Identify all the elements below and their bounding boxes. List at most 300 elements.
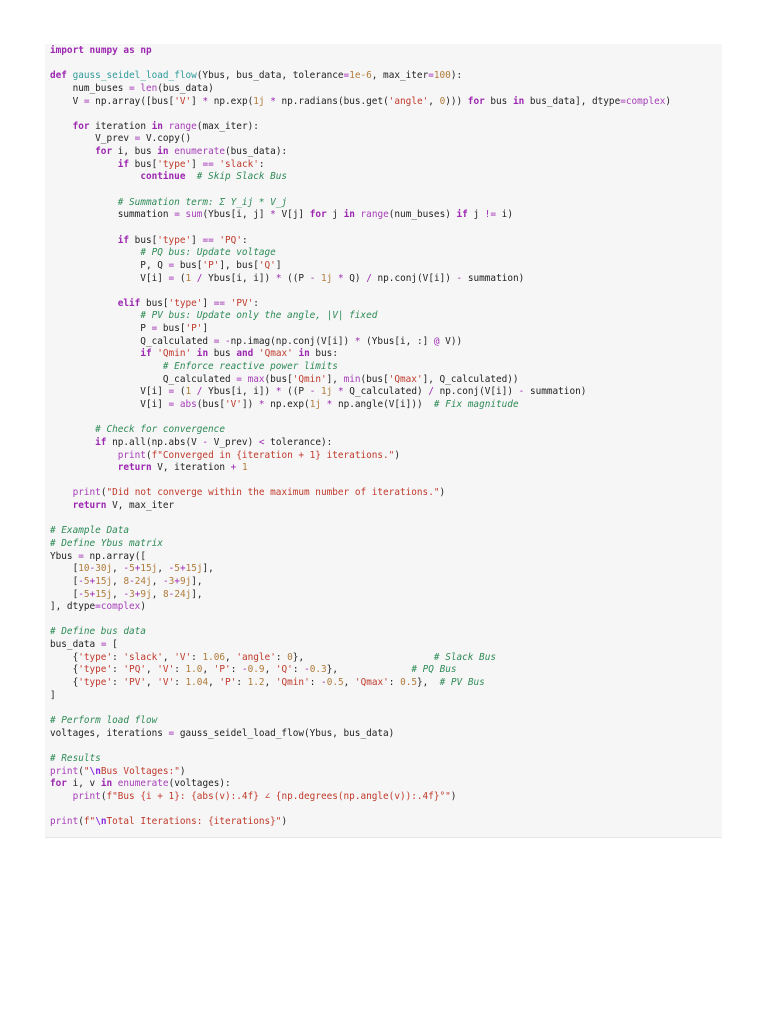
code-token: : [241, 234, 248, 246]
code-line [50, 589, 722, 602]
code-token: (Ybus, bus_data, tolerance [196, 70, 344, 82]
comment-token: # Fix magnitude [433, 398, 519, 410]
code-token: ( [174, 272, 186, 284]
code-token: , [145, 664, 158, 676]
code-token: : [236, 677, 248, 689]
code-token: : [309, 677, 322, 689]
keyword-token: for [467, 95, 485, 107]
string-token: 'Qmin' [157, 348, 192, 360]
code-token [50, 121, 73, 132]
code-token: j [467, 209, 485, 221]
code-line [50, 348, 722, 361]
code-token: , [264, 677, 276, 689]
code-token: np.array([ [83, 550, 146, 562]
code-token: P, Q [50, 259, 169, 271]
number-token: 9j [140, 588, 152, 600]
code-token: : [253, 297, 259, 309]
code-line [50, 766, 722, 779]
code-token: { [50, 664, 79, 676]
string-token: 'type' [78, 677, 113, 689]
code-token: np.imag(np.conj(V[i]) [230, 335, 355, 347]
string-token: 'Qmin' [275, 677, 310, 689]
code-token: , [264, 664, 276, 676]
operator-token: = [95, 601, 101, 613]
code-line [50, 778, 722, 791]
code-block [45, 44, 722, 838]
code-token: np.radians(bus.get( [275, 95, 389, 107]
number-token: 5 [174, 563, 180, 575]
operator-token: < [258, 436, 265, 448]
operator-token: - [321, 677, 327, 689]
code-token: ], [202, 563, 214, 575]
code-token: i, v [66, 778, 101, 790]
code-token [50, 487, 73, 498]
code-line [50, 361, 722, 374]
string-token: 'Q' [275, 664, 293, 676]
comment-token: # Summation term: Σ Y_ij * V_j [117, 196, 288, 208]
operator-token: = [168, 386, 175, 398]
code-token [50, 450, 118, 461]
operator-token: == [202, 234, 214, 246]
operator-token: = [174, 209, 180, 221]
operator-token: = [168, 398, 175, 410]
operator-token: - [168, 563, 175, 575]
string-token: 'Q' [258, 259, 276, 271]
builtin-token: enumerate [174, 146, 226, 158]
code-line [50, 791, 722, 804]
code-line [50, 197, 722, 210]
code-line [50, 576, 722, 589]
function-name-token: gauss_seidel_load_flow [72, 70, 197, 82]
operator-token: + [230, 462, 237, 474]
number-token: 15j [140, 563, 158, 575]
code-token: ] [191, 158, 203, 170]
operator-token: / [428, 386, 434, 398]
code-line [50, 740, 722, 753]
operator-token: * [275, 272, 282, 284]
operator-token: * [202, 95, 209, 107]
code-token: (bus_data) [157, 82, 214, 94]
string-token: 'P' [185, 323, 203, 335]
code-token: , [202, 664, 214, 676]
code-token: ) [394, 449, 400, 461]
builtin-token: range [360, 209, 389, 221]
string-token: 'PQ' [123, 664, 146, 676]
keyword-token: import [50, 45, 84, 56]
code-token: ], [191, 588, 203, 600]
keyword-token: in [196, 348, 209, 360]
keyword-token: for [50, 778, 67, 790]
builtin-token: complex [625, 95, 666, 107]
code-token: ], dtype [50, 601, 96, 613]
code-token: [ [50, 588, 79, 600]
operator-token: * [258, 398, 265, 410]
code-token [50, 146, 95, 157]
comment-token: # Check for convergence [95, 424, 225, 436]
code-token: bus[ [129, 234, 158, 246]
string-token: 'PV' [230, 297, 254, 309]
operator-token: * [337, 386, 344, 398]
code-token: , [208, 677, 220, 689]
operator-token: = [134, 133, 141, 145]
code-token: { [50, 651, 79, 663]
string-token: 'V' [174, 651, 192, 663]
code-line [50, 171, 722, 184]
number-token: 8 [123, 575, 130, 587]
code-token: ( [174, 386, 186, 398]
string-token: f"Bus {i + 1}: {abs(v):.4f} ∠ {np.degrees(np.angle(v)):.4f}°" [106, 790, 451, 802]
comment-token: # Slack Bus [433, 651, 496, 663]
string-token: 'type' [157, 158, 192, 170]
comment-token: # Define Ybus matrix [50, 537, 163, 549]
code-token: : [174, 664, 186, 676]
number-token: 24j [134, 575, 152, 587]
code-token [50, 171, 140, 182]
code-token: V [50, 95, 84, 107]
string-token: 'Qmax' [258, 348, 293, 360]
number-token: 100 [433, 70, 451, 82]
code-token: num_buses [50, 82, 130, 94]
builtin-token: print [72, 487, 101, 499]
operator-token: = [620, 95, 626, 107]
code-token [185, 171, 196, 182]
comment-token: # PV bus: Update only the angle, |V| fixed [140, 310, 378, 322]
code-token [50, 791, 73, 802]
code-token: ): [450, 70, 463, 82]
operator-token: = [213, 335, 220, 347]
code-line [50, 58, 722, 71]
code-token: ] [202, 297, 214, 309]
operator-token: = [151, 323, 158, 335]
code-token: V, max_iter [106, 500, 175, 512]
code-token: Q) [343, 272, 367, 284]
number-token: 5 [129, 563, 135, 575]
builtin-token: print [72, 790, 101, 802]
code-token: : [230, 664, 242, 676]
string-token: 'type' [168, 297, 203, 309]
code-token: (voltages): [168, 778, 231, 790]
code-token: V_prev [50, 133, 135, 145]
operator-token: == [213, 297, 226, 309]
operator-token: - [123, 563, 130, 575]
operator-token: - [123, 588, 130, 600]
code-line [50, 487, 722, 500]
code-line [50, 513, 722, 526]
code-token: (bus[ [196, 398, 226, 410]
code-token: , [343, 677, 355, 689]
code-token: bus [484, 95, 513, 107]
code-lines [50, 45, 722, 829]
code-token: (Ybus[i, j] [202, 209, 271, 221]
code-token: : [275, 651, 288, 663]
operator-token: + [89, 575, 96, 587]
code-line [50, 70, 722, 83]
code-token: ( [100, 487, 107, 499]
code-token: ((P [281, 386, 310, 398]
code-token: V[i] [50, 272, 169, 284]
code-line [50, 184, 722, 197]
code-line [50, 475, 722, 488]
code-line [50, 424, 722, 437]
number-token: 3 [168, 575, 175, 587]
builtin-token: print [50, 816, 79, 828]
code-token: bus: [309, 348, 338, 360]
keyword-token: if [117, 158, 130, 170]
code-token: ) [665, 95, 672, 107]
string-token: 'type' [157, 234, 192, 246]
code-line [50, 715, 722, 728]
number-token: 0.5 [326, 677, 344, 689]
code-line [50, 652, 722, 665]
string-token: Bus Voltages:" [100, 765, 180, 777]
code-token: V[i] [50, 398, 169, 410]
comment-token: # Enforce reactive power limits [162, 361, 338, 373]
code-token: , [151, 575, 163, 587]
code-line [50, 462, 722, 475]
code-line [50, 260, 722, 273]
code-token: : [112, 677, 124, 689]
number-token: 15j [95, 588, 113, 600]
operator-token: * [354, 335, 361, 347]
code-token: [ [50, 575, 79, 587]
operator-token: = [78, 550, 84, 562]
code-token [50, 159, 118, 170]
code-token [50, 235, 118, 246]
operator-token: * [270, 95, 276, 107]
code-token: ((P [281, 272, 310, 284]
operator-token: + [179, 563, 186, 575]
code-token: V, iteration [151, 462, 231, 474]
code-token: np.angle(V[i])) [332, 398, 434, 410]
number-token: 0 [287, 651, 293, 663]
code-line [50, 310, 722, 323]
code-token: ] [191, 234, 203, 246]
number-token: 1j [253, 95, 265, 107]
code-token: ( [78, 816, 84, 828]
code-token: ], Q_calculated)) [422, 373, 519, 385]
code-token: bus_data [50, 639, 101, 651]
code-token: summation) [524, 386, 587, 398]
code-line [50, 336, 722, 349]
builtin-token: len [140, 82, 158, 94]
string-token: 'PQ' [219, 234, 242, 246]
code-line [50, 96, 722, 109]
code-line [50, 702, 722, 715]
code-token: , max_iter [371, 70, 429, 82]
code-token: ( [100, 790, 107, 802]
code-token: np.conj(V[i]) [371, 272, 457, 284]
comment-token: # PV Bus [439, 677, 485, 689]
operator-token: * [326, 398, 333, 410]
comment-token: # Example Data [50, 525, 130, 537]
code-line [50, 121, 722, 134]
string-token: 'P' [202, 259, 220, 271]
number-token: 5 [83, 588, 90, 600]
code-token: V_prev) [208, 436, 259, 448]
code-line [50, 753, 722, 766]
operator-token: * [275, 386, 282, 398]
code-line [50, 450, 722, 463]
code-token [50, 348, 140, 359]
comment-token: # Perform load flow [50, 714, 158, 726]
code-token: np.conj(V[i]) [433, 386, 519, 398]
string-token: 'type' [78, 664, 113, 676]
keyword-token: if [117, 234, 130, 246]
number-token: 15j [185, 563, 203, 575]
keyword-token: for [309, 209, 327, 221]
operator-token: * [337, 272, 344, 284]
number-token: 30j [95, 563, 113, 575]
code-token: ) [140, 601, 146, 613]
code-token: (Ybus[i, :] [360, 335, 434, 347]
comment-token: # PQ Bus [411, 664, 457, 676]
builtin-token: abs [179, 398, 197, 410]
code-line [50, 563, 722, 576]
operator-token: = [168, 272, 175, 284]
code-token: }, [292, 651, 434, 663]
number-token: 9j [179, 575, 192, 587]
operator-token: - [168, 588, 175, 600]
keyword-token: def [50, 70, 67, 82]
builtin-token: min [343, 373, 361, 385]
code-token: (bus[ [360, 373, 389, 385]
operator-token: + [89, 588, 96, 600]
code-token: voltages, iterations [50, 727, 169, 739]
operator-token: + [134, 588, 141, 600]
keyword-token: elif [117, 297, 141, 309]
comment-token: # Skip Slack Bus [196, 171, 288, 183]
code-line [50, 437, 722, 450]
number-token: 1.0 [185, 664, 203, 676]
code-token: , [112, 588, 124, 600]
code-line [50, 639, 722, 652]
keyword-token: in [157, 146, 169, 158]
code-line [50, 386, 722, 399]
code-token: , [225, 651, 237, 663]
builtin-token: sum [185, 209, 203, 221]
operator-token: = [236, 373, 242, 385]
keyword-token: if [95, 436, 107, 448]
code-token: , [157, 563, 169, 575]
string-token: 'V' [157, 664, 175, 676]
operator-token: = [168, 727, 175, 739]
builtin-token: print [117, 449, 146, 461]
operator-token: - [309, 272, 316, 284]
code-token: tolerance): [264, 436, 333, 448]
operator-token: + [174, 575, 180, 587]
code-token [50, 247, 140, 258]
code-token: Ybus [50, 550, 79, 562]
number-token: 1 [185, 272, 192, 284]
code-token: : [112, 664, 124, 676]
keyword-token: in [100, 778, 113, 790]
operator-token: == [202, 158, 214, 170]
keyword-token: and [236, 348, 254, 360]
code-line [50, 551, 722, 564]
code-token: np.exp( [208, 95, 254, 107]
operator-token: - [518, 386, 525, 398]
string-token: 'P' [219, 677, 237, 689]
code-line [50, 690, 722, 703]
number-token: 1j [321, 386, 333, 398]
code-token: gauss_seidel_load_flow(Ybus, bus_data) [174, 727, 395, 739]
operator-token: * [270, 209, 276, 221]
string-token: 'P' [213, 664, 231, 676]
code-token: V)) [439, 335, 463, 347]
keyword-token: np [140, 45, 152, 56]
code-token: Ybus[i, i]) [202, 386, 276, 398]
code-line [50, 285, 722, 298]
code-token: ], bus[ [219, 259, 259, 271]
code-line [50, 500, 722, 513]
code-token: Ybus[i, i]) [202, 272, 276, 284]
code-token: : [292, 664, 305, 676]
code-token: np.array([bus[ [89, 95, 175, 107]
keyword-token: return [117, 462, 152, 474]
code-token: bus [208, 348, 237, 360]
code-token: V.copy() [140, 133, 192, 145]
code-line [50, 298, 722, 311]
operator-token: - [202, 436, 209, 448]
string-token: 'type' [78, 651, 113, 663]
code-line [50, 247, 722, 260]
string-token: f"Converged in {iteration + 1} iterations." [151, 449, 395, 461]
code-token: : [191, 651, 203, 663]
operator-token: = [83, 95, 90, 107]
number-token: 1.06 [202, 651, 226, 663]
escape-token: \n [89, 765, 101, 777]
operator-token: - [225, 335, 231, 347]
number-token: 0 [439, 95, 446, 107]
string-token: f" [83, 816, 96, 828]
keyword-token: for [72, 120, 90, 132]
keyword-token: as [123, 45, 135, 56]
code-line [50, 677, 722, 690]
code-token: ] [191, 95, 203, 107]
code-line [50, 273, 722, 286]
code-token: : [174, 677, 186, 689]
number-token: 1j [309, 398, 321, 410]
string-token: Total Iterations: {iterations}" [106, 816, 282, 828]
number-token: 1e-6 [349, 70, 372, 82]
keyword-token: return [72, 500, 107, 512]
code-line [50, 412, 722, 425]
code-token: bus[ [129, 158, 158, 170]
code-token: (num_buses) [388, 209, 457, 221]
string-token: 'Qmax' [388, 373, 423, 385]
code-line [50, 209, 722, 222]
code-token: ] [275, 259, 282, 271]
number-token: 1 [241, 462, 248, 474]
code-token: ], [326, 373, 344, 385]
operator-token: / [366, 272, 372, 284]
code-token: [ [106, 639, 118, 651]
code-token [50, 437, 95, 448]
code-line [50, 222, 722, 235]
keyword-token: in [298, 348, 310, 360]
code-token: (bus_data): [225, 146, 288, 158]
number-token: 24j [174, 588, 192, 600]
code-token: np.exp( [264, 398, 310, 410]
code-token: ] [202, 323, 209, 335]
builtin-token: complex [100, 601, 141, 613]
code-token: [ [50, 563, 79, 575]
code-token: P [50, 323, 152, 335]
code-line [50, 133, 722, 146]
code-token [50, 500, 73, 511]
code-token: i, bus [112, 146, 158, 158]
string-token: 'slack' [219, 158, 259, 170]
